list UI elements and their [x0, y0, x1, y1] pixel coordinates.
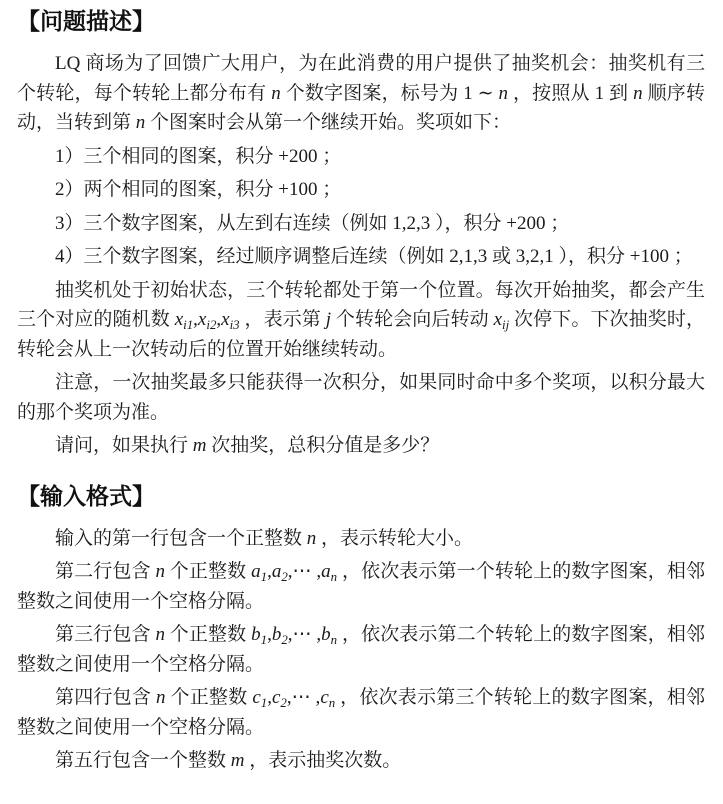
number-run: ,⋯ ,	[287, 624, 322, 645]
section-problem-description	[17, 6, 705, 461]
number-run: ,	[267, 624, 272, 645]
math-var: $b_1$	[251, 624, 268, 647]
text-run: ），积分	[553, 246, 630, 267]
number-run: 1,2,3	[392, 212, 431, 234]
math-var: n	[271, 82, 281, 104]
text-run: 第二行包含	[55, 561, 156, 582]
number-run: ,⋯ ,	[287, 561, 322, 582]
text-run: ；	[669, 246, 693, 267]
math-subscript: 1	[260, 694, 268, 710]
text-run: 抽奖机处于初始状态，三个转轮都处于第一个位置。每次开始抽奖，都会产生三个对应的随机数	[17, 279, 705, 330]
text-run: ，依次表示第三个转轮上的数字图案，相邻整数之间使用一个空格分隔。	[17, 687, 705, 738]
number-run: +200	[506, 212, 546, 234]
text-run: ；	[545, 212, 570, 234]
math-subscript: i3	[229, 316, 240, 332]
paragraph	[17, 683, 705, 742]
math-var: $b_2$	[271, 624, 288, 647]
number-run: ,⋯ ,	[286, 687, 321, 708]
math-subscript: 2	[281, 568, 288, 584]
math-subscript: ij	[502, 316, 510, 332]
math-subscript: n	[330, 631, 338, 647]
paragraph	[17, 368, 705, 427]
section-input-format	[17, 481, 705, 776]
number-run: ,	[267, 687, 272, 708]
text-run: ；	[317, 179, 342, 200]
text-run: 次抽奖，总积分值是多少？	[206, 435, 440, 456]
text-run: 第四行包含	[55, 687, 157, 708]
math-var: n	[498, 82, 509, 104]
text-run: 或	[487, 246, 516, 267]
text-run: 第三行包含	[55, 624, 156, 645]
paragraph	[17, 276, 705, 365]
math-subscript: n	[330, 568, 338, 584]
math-var: n	[155, 561, 165, 582]
math-var: $x_{i3}$	[221, 309, 240, 332]
math-var: $a_1$	[251, 561, 268, 584]
math-subscript: 1	[260, 631, 268, 647]
math-var: n	[135, 112, 146, 133]
text-run: ，依次表示第一个转轮上的数字图案，相邻整数之间使用一个空格分隔。	[17, 561, 705, 612]
text-run: 请问，如果执行	[55, 435, 193, 456]
math-var: n	[156, 687, 166, 708]
text-run: 1）三个相同的图案，积分	[55, 145, 279, 167]
text-run: ，表示抽奖次数。	[244, 750, 402, 771]
text-run: 4）三个数字图案，经过顺序调整后连续（例如	[55, 246, 450, 267]
math-var: $x_{ij}$	[493, 309, 510, 332]
text-run: 2）两个相同的图案，积分	[55, 179, 279, 200]
text-run: ），积分	[430, 212, 507, 234]
number-run: ,	[193, 309, 198, 330]
text-run: 个图案时会从第一个继续开始。奖项如下：	[145, 112, 512, 133]
number-run: 3,2,1	[515, 246, 554, 267]
section-heading-problem-description: 【问题描述】	[17, 8, 155, 34]
paragraph	[17, 175, 705, 205]
paragraph	[17, 620, 705, 679]
math-var: $c_1$	[252, 687, 268, 710]
text-run: 个数字图案，标号为	[280, 82, 464, 104]
paragraph	[17, 209, 705, 239]
text-run: 个正整数	[164, 624, 252, 645]
math-var: n	[306, 527, 317, 549]
math-var: $c_2$	[271, 687, 287, 710]
section-body-problem-description	[17, 49, 705, 461]
math-var: m	[230, 750, 245, 771]
number-run: 2,1,3	[449, 246, 488, 267]
math-var: n	[633, 82, 643, 104]
math-var: m	[192, 435, 207, 456]
paragraph	[17, 242, 705, 272]
number-run: +200	[278, 145, 318, 167]
section-body-input-format	[17, 524, 705, 776]
text-run: 个正整数	[165, 687, 253, 708]
text-run: LQ 商场为了回馈广大用户，为在此消费的用户提供了抽奖机会：抽奖机有三个转轮，每个转轮上都分布有	[17, 53, 705, 104]
text-run: ；	[317, 145, 342, 167]
paragraph	[17, 431, 705, 461]
number-run: ,	[216, 309, 222, 330]
text-run: ，依次表示第二个转轮上的数字图案，相邻整数之间使用一个空格分隔。	[17, 624, 705, 675]
paragraph	[17, 142, 705, 172]
text-run: 3）三个数字图案，从左到右连续（例如	[55, 212, 393, 234]
section-heading-input-format: 【输入格式】	[17, 482, 155, 509]
math-subscript: 1	[260, 568, 268, 584]
number-run: ,	[267, 561, 272, 582]
math-var: n	[155, 624, 165, 645]
math-var: $x_{i2}$	[197, 309, 217, 332]
text-run: 次停下。下次抽奖时，转轮会从上一次转动后的位置开始继续转动。	[17, 309, 705, 360]
text-run: 输入的第一行包含一个正整数	[55, 527, 307, 549]
text-run: ，表示第	[239, 309, 326, 330]
math-var: $a_2$	[271, 561, 288, 584]
math-subscript: i1	[183, 316, 194, 332]
math-subscript: n	[328, 694, 336, 710]
math-var: j	[325, 309, 332, 330]
text-run: ，表示转轮大小。	[316, 527, 474, 549]
paragraph	[17, 557, 705, 616]
paragraph	[17, 524, 705, 554]
text-run: 个正整数	[164, 561, 252, 582]
math-var: $c_n$	[320, 687, 336, 710]
number-run: +100	[629, 246, 670, 267]
text-run: 第五行包含一个整数	[55, 750, 231, 771]
text-run: 顺序转动，当转到第	[17, 82, 705, 133]
paragraph	[17, 746, 705, 776]
paragraph	[17, 49, 705, 138]
math-subscript: 2	[281, 631, 288, 647]
math-subscript: i2	[206, 316, 217, 332]
text-run: 个转轮会向后转动	[331, 309, 494, 330]
number-run: +100	[278, 179, 318, 200]
text-run: 注意，一次抽奖最多只能获得一次积分，如果同时命中多个奖项，以积分最大的那个奖项为准。	[17, 372, 705, 423]
number-run: 1 ∼	[463, 82, 499, 104]
text-run: ，按照从	[508, 82, 595, 104]
math-var: $a_n$	[321, 561, 338, 584]
math-var: $b_n$	[321, 624, 338, 647]
math-subscript: 2	[280, 694, 287, 710]
text-run: 到	[604, 82, 634, 104]
math-var: $x_{i1}$	[174, 309, 194, 332]
number-run: 1	[594, 82, 605, 104]
